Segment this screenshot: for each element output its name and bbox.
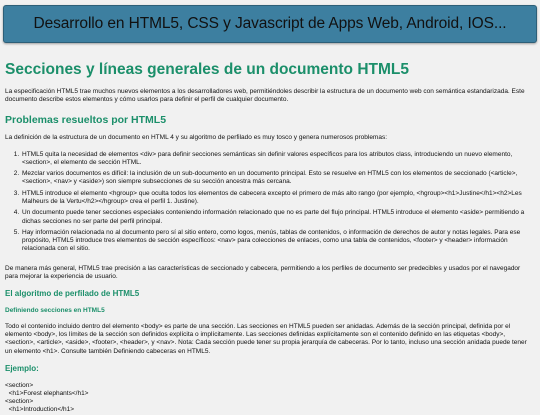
- intro-paragraph: La especificación HTML5 trae muchos nuevos elementos a los desarrolladores web, permitiéndoles describir la estructura de un documento web con semántica estandarizada. Este documento describe estos elementos y cómo usarlos para definir el perfil de cualquier documento.: [5, 88, 525, 104]
- defining-sections-heading: Definiendo secciones en HTML5: [5, 307, 105, 314]
- defining-sections-paragraph: Todo el contenido incluido dentro del elemento <body> es parte de una sección. Las secciones en HTML5 pueden ser anidadas. Además de la sección principal, definida por el elemento <body>, los límites de la sección son definidos explícita o implícitamente. Las secciones definidas explícitamente son el contenido definido en las etiquetas <body>, <section>, <article>, <aside>, <footer>, <header>, y <nav>. Nota: Cada sección puede tener su propia jerarquía de cabeceras. Por lo tanto, incluso una sección anidada puede tener un elemento <h1>. Consulte también Definiendo cabeceras en HTML5.: [5, 323, 527, 355]
- problems-list-item: 4. Un documento puede tener secciones especiales conteniendo información relacionado que no es parte del flujo principal. HTML5 introduce el elemento <aside> permitiendo a dichas secciones no ser parte del perfil principal.: [21, 209, 535, 225]
- problems-heading: Problemas resueltos por HTML5: [5, 114, 167, 127]
- example-heading: Ejemplo:: [5, 363, 39, 373]
- article-content: [5, 60, 535, 415]
- problems-list: [5, 151, 535, 254]
- problems-list-item: 1. HTML5 quita la necesidad de elementos <div> para definir secciones semánticas sin definir valores específicos para los atributos class, introduciendo un nuevo elemento, <section>, el elemento de sección HTML.: [21, 151, 535, 167]
- example-code-block: <section> <h1>Forest elephants</h1> <section> <h1>Introduction</h1>: [5, 381, 89, 414]
- problems-lead-paragraph: La definición de la estructura de un documento en HTML 4 y su algoritmo de perfilado es muy tosco y genera numerosos problemas:: [5, 134, 388, 142]
- page-title: Secciones y líneas generales de un documento HTML5: [5, 61, 409, 78]
- problems-list-item: 3. HTML5 introduce el elemento <hgroup> que oculta todos los elementos de cabecera excepto el primero de más alto rango (por ejemplo, <hgroup><h1>Justine</h1><h2>Les Malheurs de la Vertu</h2></hgroup> crea el perfil 1. Justine).: [21, 190, 535, 206]
- problems-list-item: 5. Hay información relacionada no al documento pero sí al sitio entero, como logos, menús, tablas de contenidos, o información de derechos de autor y notas legales. Para ese propósito, HTML5 introduce tres elementos de sección específicos: <nav> para colecciones de enlaces, como una tabla de contenidos, <footer> y <header> información relacionada con el sitio.: [21, 229, 535, 254]
- site-header-banner: [3, 5, 537, 43]
- algorithm-heading: El algoritmo de perfilado de HTML5: [5, 289, 140, 298]
- problems-list-item: 2. Mezclar varios documentos es difícil: la inclusión de un sub-documento en un documento principal. Esto se resuelve en HTML5 con los elementos de seccionado (<article>, <section>, <nav> y <aside>) son siempre subsecciones de su sección ancestra más cercana.: [21, 170, 535, 186]
- summary-paragraph: De manera más general, HTML5 trae precisión a las características de seccionado y cabecera, permitiendo a los perfiles de documento ser predecibles y usados por el navegador para mejorar la experiencia de usuario.: [5, 264, 521, 280]
- site-title: Desarrollo en HTML5, CSS y Javascript de Apps Web, Android, IOS...: [33, 15, 507, 32]
